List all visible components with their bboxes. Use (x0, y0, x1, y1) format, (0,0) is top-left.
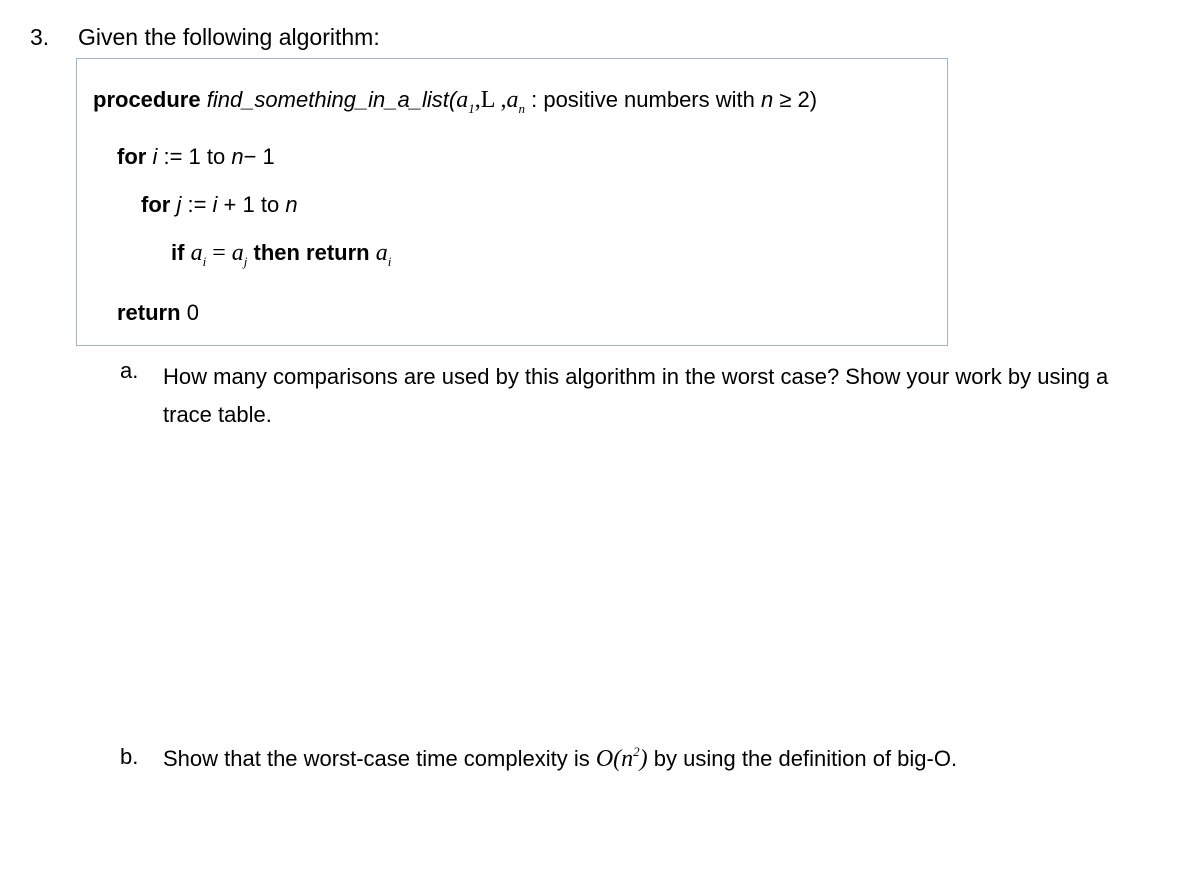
for-i-keyword: for (117, 144, 147, 169)
if-keyword: if (171, 240, 185, 265)
for-i-line (117, 144, 275, 170)
if-equals: = (206, 240, 232, 266)
part-b-text-before: Show that the worst-case time complexity is (163, 746, 596, 771)
param-a1: $a_1$ (456, 87, 475, 116)
for-j-range: + 1 to (217, 192, 286, 217)
return-line (117, 300, 199, 326)
part-a-text: How many comparisons are used by this algorithm in the worst case? Show your work by using a trace table. (163, 364, 1109, 427)
if-line (171, 240, 391, 270)
then-return-keyword: then return (253, 240, 370, 265)
for-j-assign: := (181, 192, 213, 217)
if-a-j: $a_j$ (231, 240, 248, 269)
procedure-keyword: procedure (93, 87, 201, 112)
procedure-line (93, 87, 817, 117)
for-j-n: n (285, 192, 298, 217)
part-a-label: a. (120, 358, 139, 383)
for-j-variable: j (176, 192, 182, 217)
param-description: : positive numbers with (525, 87, 761, 112)
if-a-i: $a_i$ (190, 240, 207, 269)
param-n: n (760, 87, 774, 112)
for-i-range: := 1 to (157, 144, 232, 169)
for-j-keyword: for (141, 192, 171, 217)
algorithm-box (76, 58, 948, 346)
question-prompt: Given the following algorithm: (78, 24, 380, 50)
param-an: $a_n$ (506, 87, 525, 116)
procedure-name: find_something_in_a_list( (206, 87, 457, 112)
return-value: 0 (186, 300, 199, 325)
return-keyword: return (117, 300, 181, 325)
big-o-expression: $O(n^2)$ (595, 744, 648, 772)
for-i-end: − 1 (243, 144, 275, 169)
part-b-text (163, 744, 957, 773)
for-j-i: i (212, 192, 218, 217)
for-i-n: n (231, 144, 244, 169)
return-a-i: $a_i$ (375, 240, 392, 269)
for-i-variable: i (152, 144, 158, 169)
for-j-line (141, 192, 298, 218)
part-b-text-after: by using the definition of big-O. (647, 746, 958, 771)
param-condition: ≥ 2) (773, 87, 818, 112)
part-b-label: b. (120, 744, 139, 769)
question-number: 3. (30, 24, 50, 50)
param-separator: ,L , (474, 87, 507, 113)
